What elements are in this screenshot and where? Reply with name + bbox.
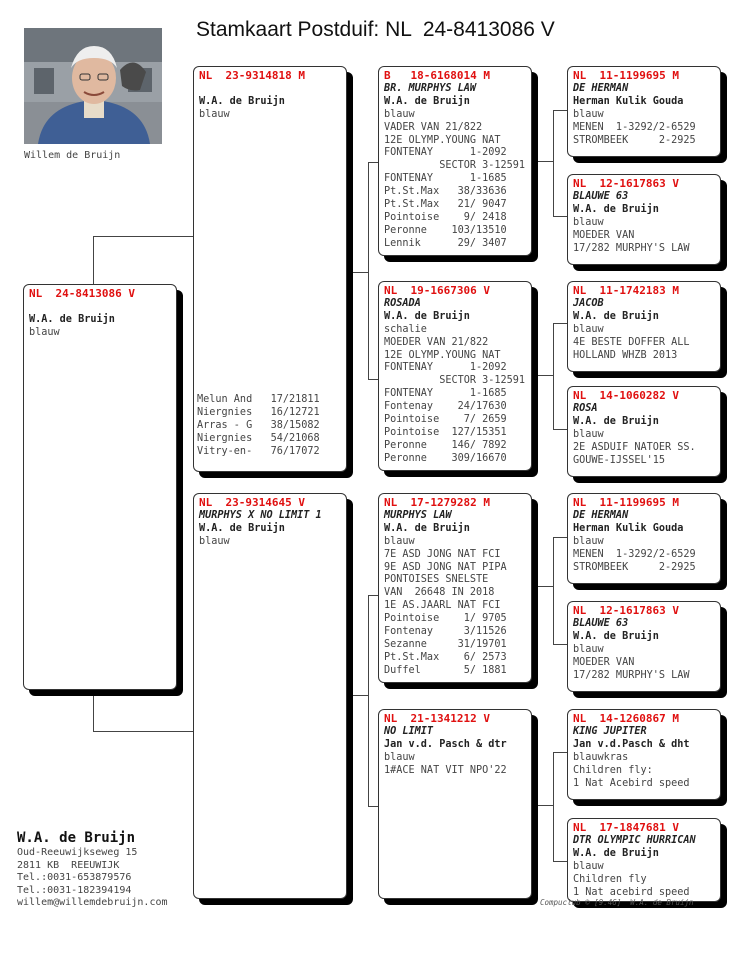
info-line: VADER VAN 21/822 [384, 121, 483, 133]
info-line: Pt.St.Max 21/ 9047 [384, 199, 507, 211]
color: blauw [573, 535, 604, 547]
info-line: STROMBEEK 2-2925 [573, 561, 696, 573]
info-line: Pointoise 1/ 9705 [384, 613, 507, 625]
pigeon-name: ROSADA [384, 298, 421, 309]
info-line: Fontenay 3/11526 [384, 626, 507, 638]
pigeon-name: NO LIMIT [384, 726, 434, 737]
color: blauw [199, 108, 230, 120]
result-line: Arras - G 38/15082 [197, 419, 320, 431]
color: blauw [199, 535, 230, 547]
info-line: SECTOR 3-12591 [384, 160, 526, 172]
info-line: Children fly [573, 873, 647, 885]
owner: W.A. de Bruijn [573, 310, 659, 322]
info-line: Pointoise 7/ 2659 [384, 414, 507, 426]
sire-sire-dam-card[interactable] [567, 174, 721, 265]
owner: W.A. de Bruijn [384, 310, 470, 322]
owner: W.A. de Bruijn [29, 313, 115, 325]
info-line: Peronne 309/16670 [384, 452, 507, 464]
sire-sire-sire-card[interactable] [567, 66, 721, 157]
owner: W.A. de Bruijn [384, 95, 470, 107]
info-line: Sezanne 31/19701 [384, 638, 507, 650]
ring-number: NL 11-1742183 M [573, 284, 679, 297]
breeder-name: W.A. de Bruijn [17, 830, 136, 846]
owner: W.A. de Bruijn [573, 630, 659, 642]
color: blauw [573, 323, 604, 335]
dam-dam-dam-card[interactable] [567, 818, 721, 902]
owner: Herman Kulik Gouda [573, 95, 684, 107]
owner: W.A. de Bruijn [573, 415, 659, 427]
ring-number: NL 23-9314818 M [199, 69, 305, 82]
ring-number: NL 14-1260867 M [573, 712, 679, 725]
sire-dam-dam-card[interactable] [567, 386, 721, 477]
info-line: MENEN 1-3292/2-6529 [573, 121, 696, 133]
info-line: 1 Nat acebird speed [573, 886, 690, 898]
info-line: Pt.St.Max 6/ 2573 [384, 651, 507, 663]
dam-dam-card[interactable] [378, 709, 532, 899]
owner: W.A. de Bruijn [573, 203, 659, 215]
page-title: Stamkaart Postduif: NL 24-8413086 V [196, 18, 555, 41]
breeder-info [17, 829, 168, 910]
ring-number: NL 23-9314645 V [199, 496, 305, 509]
info-line: Pointoise 9/ 2418 [384, 211, 507, 223]
person-photo-icon [24, 28, 162, 144]
info-line: FONTENAY 1-1685 [384, 173, 507, 185]
info-line: 1 Nat Acebird speed [573, 777, 690, 789]
info-line: Peronne 103/13510 [384, 224, 507, 236]
info-line: MOEDER VAN [573, 656, 635, 668]
dam-card[interactable] [193, 493, 347, 899]
color: blauw [384, 108, 415, 120]
subject-card[interactable] [23, 284, 177, 690]
result-line: Melun And 17/21811 [197, 394, 320, 405]
color: blauw [384, 751, 415, 763]
result-line: Niergnies 54/21068 [197, 432, 320, 444]
pigeon-name: BR. MURPHYS LAW [384, 83, 477, 94]
color: blauw [573, 216, 604, 228]
owner: W.A. de Bruijn [573, 847, 659, 859]
info-line: VAN 26648 IN 2018 [384, 587, 495, 599]
pigeon-name: JACOB [573, 298, 604, 309]
pigeon-name: KING JUPITER [573, 726, 647, 737]
ring-number: NL 17-1279282 M [384, 496, 490, 509]
info-line: FONTENAY 1-2092 [384, 362, 507, 374]
info-line: FONTENAY 1-1685 [384, 388, 507, 400]
dam-sire-sire-card[interactable] [567, 493, 721, 584]
color: blauwkras [573, 751, 629, 763]
sire-card[interactable] [193, 66, 347, 472]
info-line: MOEDER VAN [573, 229, 635, 241]
info-line: 1E AS.JAARL NAT FCI [384, 600, 501, 612]
color: blauw [29, 326, 60, 338]
info-line: PONTOISES SNELSTE [384, 574, 489, 586]
info-line: Fontenay 24/17630 [384, 401, 507, 413]
info-line: Pt.St.Max 38/33636 [384, 186, 507, 198]
dam-sire-dam-card[interactable] [567, 601, 721, 692]
info-line: Peronne 146/ 7892 [384, 439, 507, 451]
photo-caption: Willem de Bruijn [24, 150, 121, 161]
info-line: HOLLAND WHZB 2013 [573, 349, 678, 361]
owner: Jan v.d. Pasch & dtr [384, 738, 507, 750]
ring-number: NL 11-1199695 M [573, 69, 679, 82]
info-line: MOEDER VAN 21/822 [384, 336, 489, 348]
pigeon-name: MURPHYS X NO LIMIT 1 [199, 510, 322, 521]
ring-number: NL 24-8413086 V [29, 287, 135, 300]
result-line: Vitry-en- 76/17072 [197, 445, 320, 457]
owner: W.A. de Bruijn [199, 95, 285, 107]
footer-credit: Compuclub © [9.46] W.A. de Bruijn [540, 898, 694, 907]
sire-sire-card[interactable] [378, 66, 532, 256]
sire-dam-card[interactable] [378, 281, 532, 471]
owner: W.A. de Bruijn [384, 522, 470, 534]
info-line: Lennik 29/ 3407 [384, 237, 507, 249]
ring-number: NL 11-1199695 M [573, 496, 679, 509]
ring-number: NL 12-1617863 V [573, 177, 679, 190]
owner: W.A. de Bruijn [199, 522, 285, 534]
breeder-phone: Tel.:0031-182394194 [17, 884, 132, 896]
breeder-phone: Tel.:0031-653879576 [17, 872, 132, 884]
breeder-email[interactable]: willem@willemdebruijn.com [17, 897, 168, 909]
ring-number: NL 19-1667306 V [384, 284, 490, 297]
result-line: Niergnies 16/12721 [197, 406, 320, 418]
info-line: Pointoise 127/15351 [384, 426, 507, 438]
info-line: STROMBEEK 2-2925 [573, 134, 696, 146]
owner: Jan v.d.Pasch & dht [573, 738, 690, 750]
info-line: MENEN 1-3292/2-6529 [573, 548, 696, 560]
info-line: GOUWE-IJSSEL'15 [573, 454, 666, 466]
pigeon-name: BLAUWE 63 [573, 618, 629, 629]
info-line: 12E OLYMP.YOUNG NAT [384, 134, 501, 146]
info-line: 2E ASDUIF NATOER SS. [573, 441, 696, 453]
pigeon-name: MURPHYS LAW [384, 510, 452, 521]
color: blauw [384, 535, 415, 547]
ring-number: NL 21-1341212 V [384, 712, 490, 725]
pigeon-name: DE HERMAN [573, 83, 629, 94]
ring-number: NL 12-1617863 V [573, 604, 679, 617]
color: blauw [573, 108, 604, 120]
breeder-address: Oud-Reeuwijkseweg 15 [17, 847, 138, 858]
pigeon-name: ROSA [573, 403, 598, 414]
info-line: FONTENAY 1-2092 [384, 147, 507, 159]
ring-number: B 18-6168014 M [384, 69, 490, 82]
info-line: 7E ASD JONG NAT FCI [384, 548, 501, 560]
info-line: 1#ACE NAT VIT NPO'22 [384, 764, 507, 776]
info-line: Children fly: [573, 764, 653, 776]
color: blauw [573, 643, 604, 655]
info-line: 9E ASD JONG NAT PIPA [384, 561, 507, 573]
owner: Herman Kulik Gouda [573, 522, 684, 534]
info-line: 17/282 MURPHY'S LAW [573, 669, 690, 681]
color: blauw [573, 860, 604, 872]
breeder-postal: 2811 KB REEUWIJK [17, 859, 120, 871]
dam-sire-card[interactable] [378, 493, 532, 683]
pigeon-name: DTR OLYMPIC HURRICAN [573, 835, 696, 846]
breeder-photo [24, 28, 162, 144]
sire-dam-sire-card[interactable] [567, 281, 721, 372]
info-line: 12E OLYMP.YOUNG NAT [384, 349, 501, 361]
color: schalie [384, 323, 427, 335]
pigeon-name: DE HERMAN [573, 510, 629, 521]
ring-number: NL 17-1847681 V [573, 821, 679, 834]
info-line: 17/282 MURPHY'S LAW [573, 242, 690, 254]
pigeon-name: BLAUWE 63 [573, 191, 629, 202]
info-line: 4E BESTE DOFFER ALL [573, 336, 690, 348]
info-line: SECTOR 3-12591 [384, 375, 526, 387]
ring-number: NL 14-1060282 V [573, 389, 679, 402]
color: blauw [573, 428, 604, 440]
dam-dam-sire-card[interactable] [567, 709, 721, 800]
info-line: Duffel 5/ 1881 [384, 664, 507, 676]
